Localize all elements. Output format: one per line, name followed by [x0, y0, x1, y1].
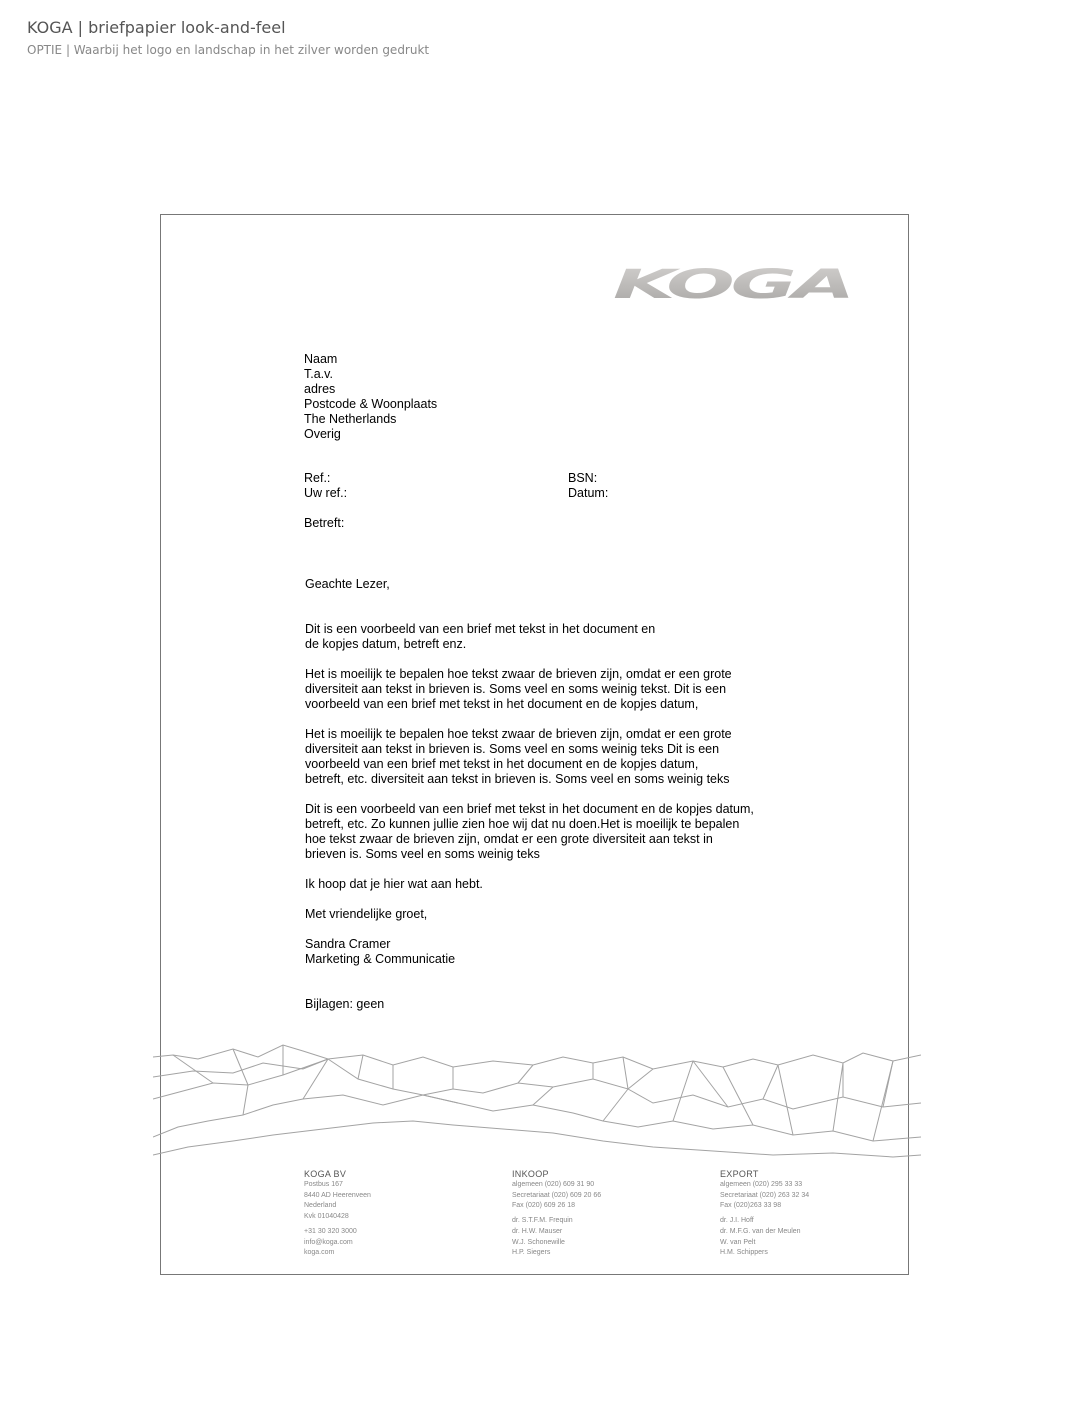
signer-name: Sandra Cramer: [305, 937, 391, 951]
paragraph: Ik hoop dat je hier wat aan hebt.: [305, 877, 483, 891]
text-line: Het is moeilijk te bepalen hoe tekst zwaar de brieven zijn, omdat er een grote: [305, 727, 732, 741]
ref-label: Ref.:: [304, 471, 331, 485]
paragraph: [305, 622, 754, 652]
footer-phone: +31 30 320 3000: [304, 1227, 357, 1235]
closing: Met vriendelijke groet,: [305, 907, 428, 921]
footer-company-title: KOGA BV: [304, 1169, 347, 1179]
footer-line: Nederland: [304, 1202, 337, 1210]
footer-line: Postbus 167: [304, 1181, 343, 1188]
footer-person: W.J. Schonewille: [512, 1238, 565, 1246]
text-line: betreft, etc. diversiteit aan tekst in brieven is. Soms veel en soms weinig teks: [305, 772, 730, 786]
svg-text:KOGA: KOGA: [613, 267, 851, 300]
letter-body: [305, 577, 754, 1012]
footer-contact: [304, 1227, 371, 1259]
salutation: Geachte Lezer,: [305, 577, 390, 591]
footer-email-link[interactable]: info@koga.com: [304, 1238, 353, 1246]
footer-person: dr. H.W. Mauser: [512, 1227, 563, 1235]
text-line: diversiteit aan tekst in brieven is. Soms veel en soms weinig tekst. Dit is een: [305, 682, 727, 696]
address-line: adres: [304, 382, 336, 396]
recipient-address: [304, 352, 437, 442]
footer-person: dr. M.F.G. van der Meulen: [720, 1227, 801, 1235]
landscape-line-art: [153, 1037, 921, 1167]
letterhead-sheet: [160, 214, 909, 1275]
text-line: de kopjes datum, betreft enz.: [305, 637, 467, 651]
footer-line: Kvk 01040428: [304, 1213, 349, 1221]
id-date-fields: [568, 471, 608, 501]
datum-label: Datum:: [568, 486, 609, 500]
bsn-label: BSN:: [568, 471, 598, 485]
footer-inkoop-title: INKOOP: [512, 1169, 549, 1179]
enclosures: Bijlagen: geen: [305, 997, 385, 1011]
page-title: KOGA | briefpapier look-and-feel: [27, 18, 286, 37]
footer-people: [512, 1216, 601, 1259]
address-line: Naam: [304, 352, 338, 366]
text-line: Dit is een voorbeeld van een brief met tekst in het document en de kopjes datum,: [305, 802, 754, 816]
footer-company: [304, 1169, 371, 1259]
uw-ref-label: Uw ref.:: [304, 486, 348, 500]
footer-website-link[interactable]: koga.com: [304, 1249, 335, 1257]
text-line: brieven is. Soms veel en soms weinig teks: [305, 847, 540, 861]
address-line: Postcode & Woonplaats: [304, 397, 438, 411]
text-line: voorbeeld van een brief met tekst in het document en de kopjes datum,: [305, 757, 699, 771]
footer-line: 8440 AD Heerenveen: [304, 1191, 371, 1199]
footer-person: dr. S.T.F.M. Frequin: [512, 1217, 573, 1225]
footer-line: algemeen (020) 295 33 33: [720, 1181, 803, 1188]
text-line: Het is moeilijk te bepalen hoe tekst zwaar de brieven zijn, omdat er een grote: [305, 667, 732, 681]
footer-people: [720, 1216, 809, 1259]
page-subtitle: OPTIE | Waarbij het logo en landschap in het zilver worden gedrukt: [27, 43, 430, 57]
text-line: Dit is een voorbeeld van een brief met tekst in het document en: [305, 622, 656, 636]
footer-line: algemeen (020) 609 31 90: [512, 1181, 595, 1188]
footer-inkoop: [512, 1169, 601, 1259]
address-line: The Netherlands: [304, 412, 397, 426]
footer-line: Fax (020)263 33 98: [720, 1202, 782, 1210]
signer-role: Marketing & Communicatie: [305, 952, 456, 966]
footer-person: H.M. Schippers: [720, 1249, 768, 1257]
footer-export-title: EXPORT: [720, 1169, 759, 1179]
footer-line: Secretariaat (020) 263 32 34: [720, 1191, 810, 1199]
footer-person: H.P. Siegers: [512, 1249, 551, 1257]
paragraph: [305, 667, 754, 712]
footer-export: [720, 1169, 809, 1259]
paragraph: [305, 727, 754, 787]
footer-person: dr. J.I. Hoff: [720, 1217, 754, 1225]
footer-line: Fax (020) 609 26 18: [512, 1202, 576, 1210]
footer-person: W. van Pelt: [720, 1238, 756, 1246]
reference-fields: [304, 471, 347, 501]
text-line: voorbeeld van een brief met tekst in het document en de kopjes datum,: [305, 697, 699, 711]
footer-line: Secretariaat (020) 609 20 66: [512, 1191, 602, 1199]
address-line: Overig: [304, 427, 341, 441]
text-line: hoe tekst zwaar de brieven zijn, omdat er een grote diversiteit aan tekst in: [305, 832, 713, 846]
subject-label: Betreft:: [304, 516, 345, 530]
text-line: diversiteit aan tekst in brieven is. Soms veel en soms weinig teks Dit is een: [305, 742, 720, 756]
koga-logo: [611, 267, 854, 300]
address-line: T.a.v.: [304, 367, 333, 381]
paragraph: [305, 802, 754, 862]
text-line: betreft, etc. Zo kunnen jullie zien hoe wij dat nu doen.Het is moeilijk te bepalen: [305, 817, 740, 831]
